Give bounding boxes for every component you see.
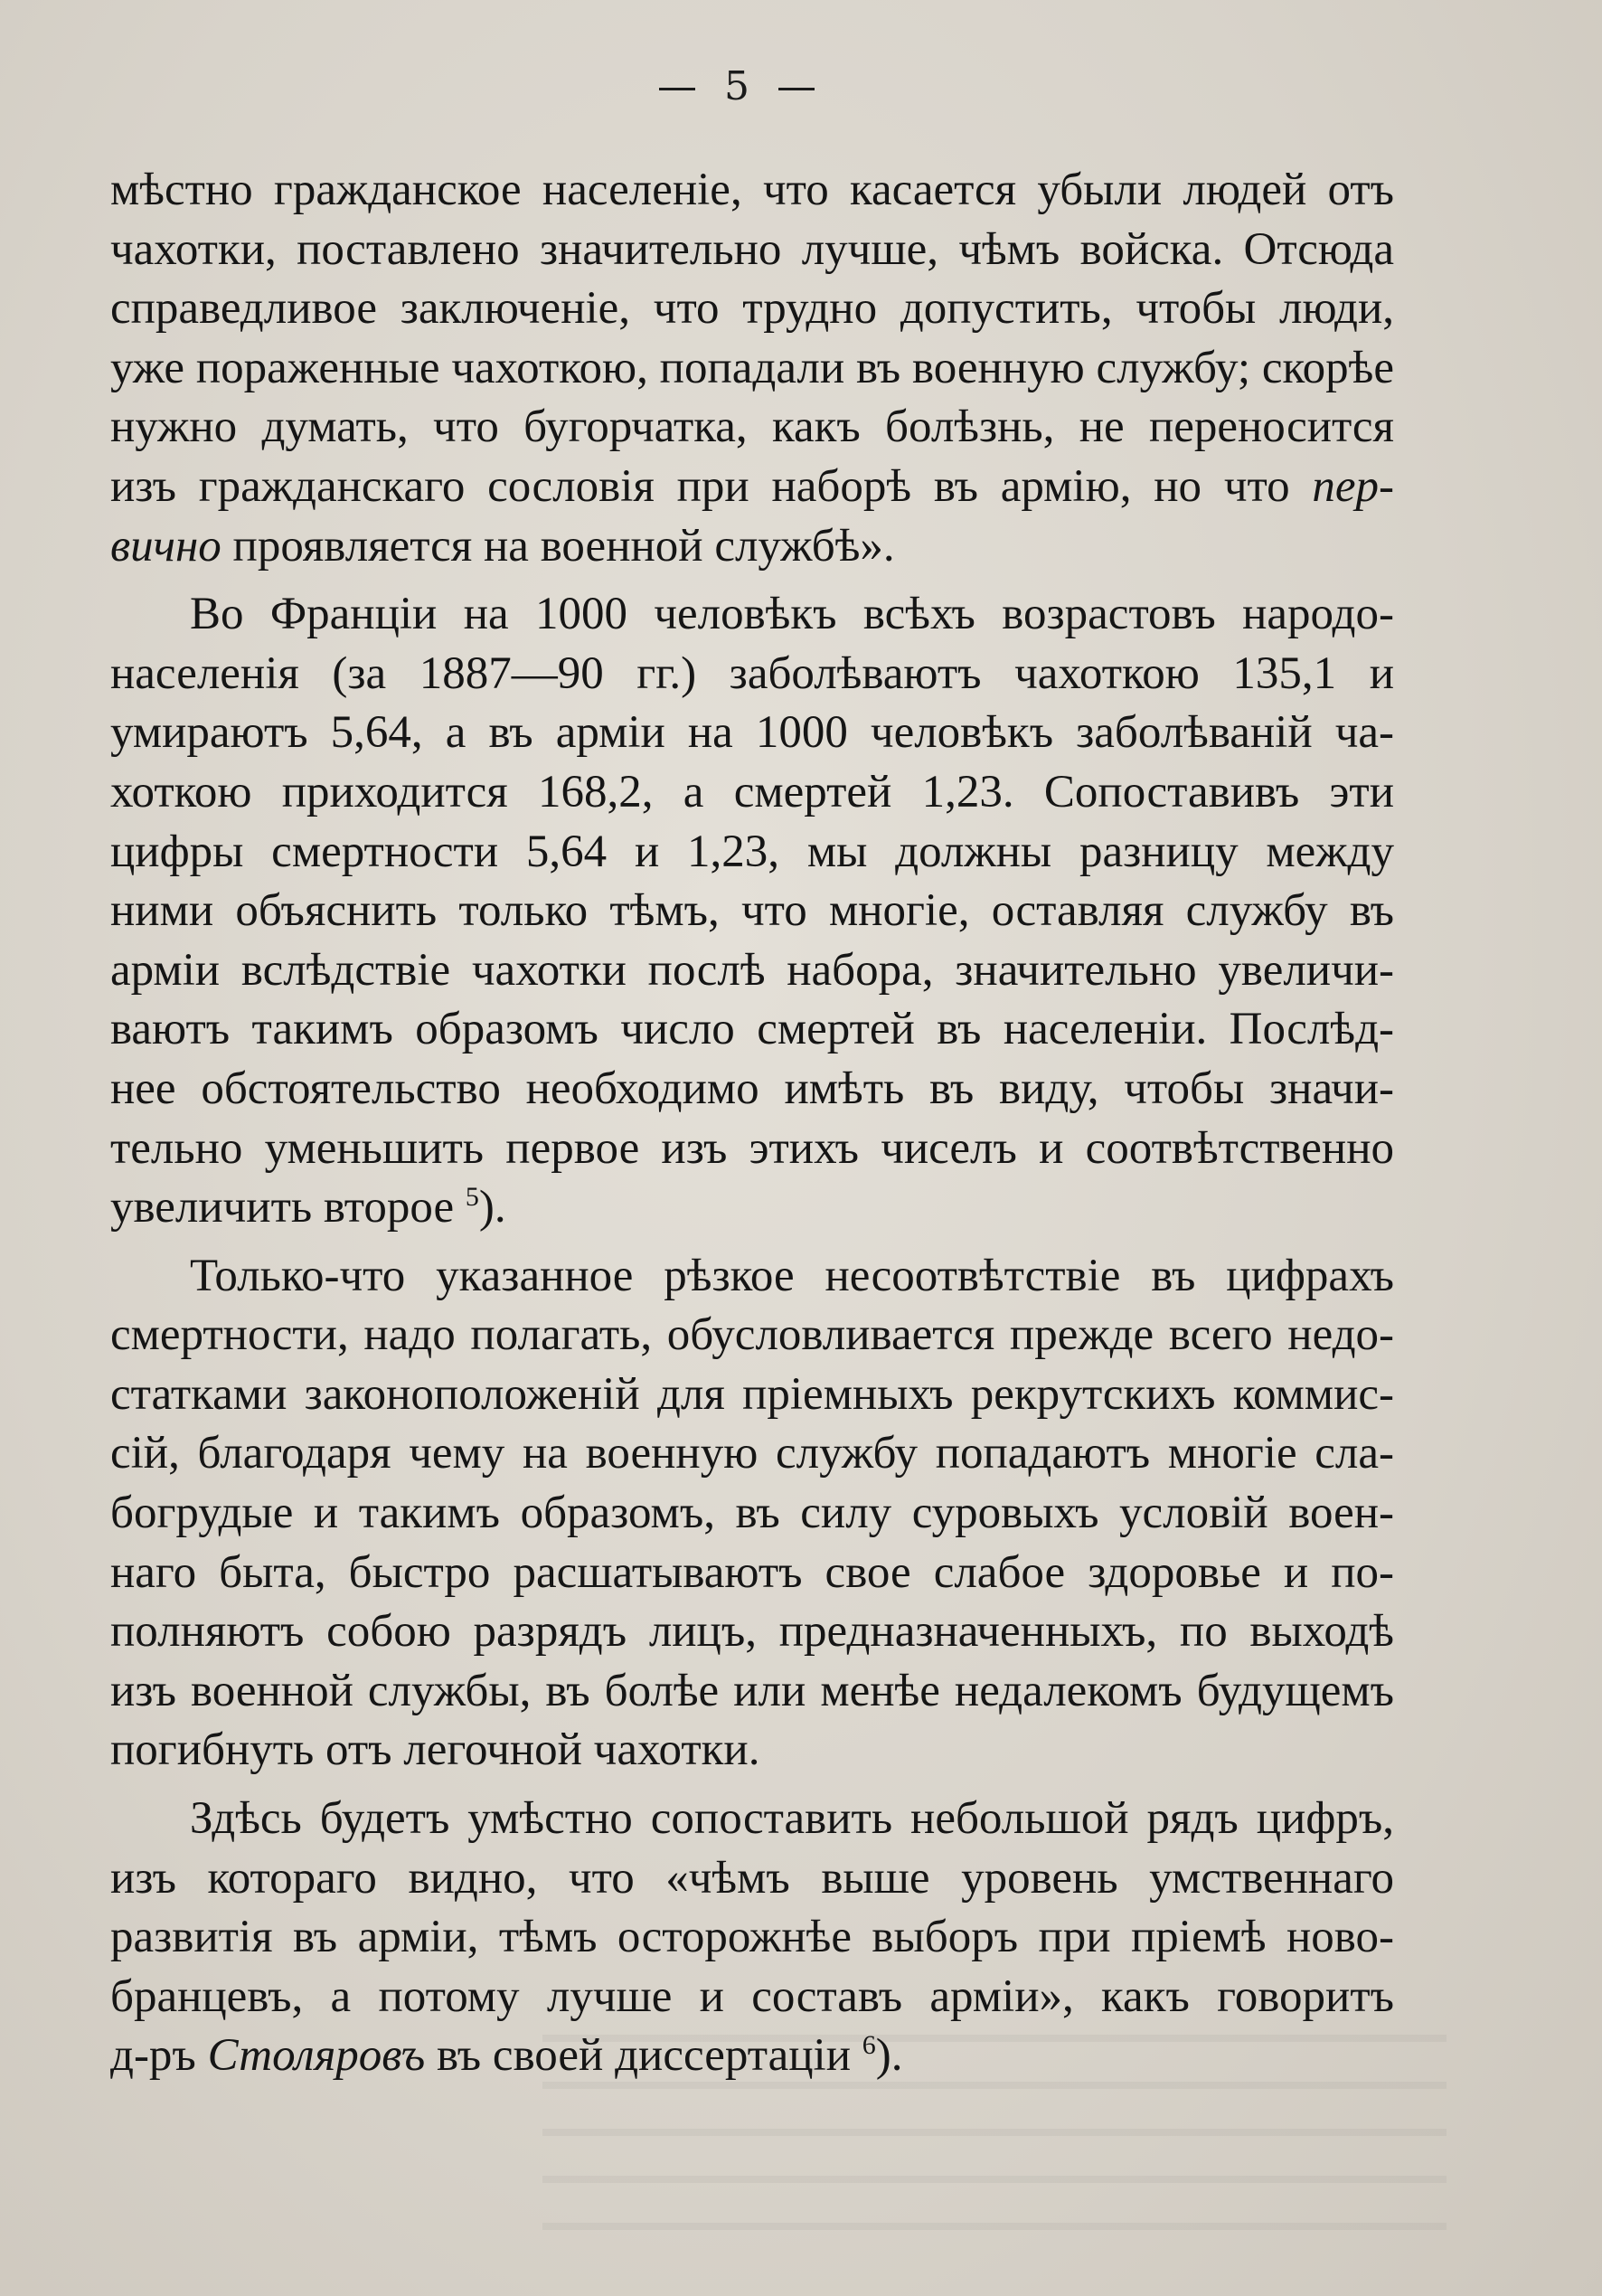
text-line — [110, 1000, 1394, 1060]
text-segment: въ своей диссертаціи — [425, 2030, 862, 2082]
text-segment: полняютъ собою разрядъ лицъ, предназначенныхъ, по выходѣ — [110, 1606, 1394, 1658]
text-line — [110, 2027, 1394, 2086]
text-segment: бранцевъ, а потому лучше и составъ арміи», какъ говоритъ — [110, 1970, 1394, 2022]
text-segment: нужно думать, что бугорчатка, какъ болѣзнь, не переносится — [110, 402, 1394, 453]
italic-text: вично — [110, 520, 221, 572]
text-segment: арміи вслѣдствіе чахотки послѣ набора, значительно увеличи- — [110, 944, 1394, 996]
paragraph — [110, 585, 1394, 1238]
text-segment: Только-что указанное рѣзкое несоотвѣтствіе въ цифрахъ — [190, 1250, 1394, 1301]
text-segment: населенія (за 1887—90 гг.) заболѣваютъ чахоткою 135,1 и — [110, 647, 1394, 699]
footnote-ref: 5 — [465, 1182, 479, 1213]
body-text — [110, 161, 1394, 2086]
text-segment: изъ котораго видно, что «чѣмъ выше уровень умственнаго — [110, 1852, 1394, 1904]
text-line — [110, 458, 1394, 517]
text-segment: чахотки, поставлено значительно лучше, чѣмъ войска. Отсюда — [110, 223, 1394, 275]
text-line — [110, 517, 1394, 577]
text-segment: д-ръ — [110, 2030, 208, 2082]
paragraph-gap — [110, 1238, 1394, 1247]
text-segment: ваютъ такимъ образомъ число смертей въ населеніи. Послѣд- — [110, 1004, 1394, 1055]
text-line — [110, 1968, 1394, 2027]
text-segment: смертности, надо полагать, обусловливается прежде всего недо- — [110, 1309, 1394, 1361]
text-line — [110, 1306, 1394, 1365]
text-line — [110, 645, 1394, 704]
text-segment: мѣстно гражданское населеніе, что касается убыли людей отъ — [110, 165, 1394, 215]
text-segment: нее обстоятельство необходимо имѣть въ виду, чтобы значи- — [110, 1063, 1394, 1114]
text-segment: проявляется на военной службѣ». — [221, 520, 895, 572]
paragraph — [110, 161, 1394, 576]
text-line — [110, 279, 1394, 339]
text-segment: уже пораженные чахоткою, попадали въ военную службу; скорѣе — [110, 342, 1394, 393]
text-segment: развитія въ арміи, тѣмъ осторожнѣе выборъ при пріемѣ ново- — [110, 1912, 1394, 1963]
text-line — [110, 1247, 1394, 1307]
paragraph-gap — [110, 1781, 1394, 1790]
paragraph — [110, 1790, 1394, 2086]
text-line — [110, 1721, 1394, 1781]
text-segment: цифры смертности 5,64 и 1,23, мы должны разницу между — [110, 826, 1394, 877]
text-line — [110, 1120, 1394, 1179]
text-line — [110, 941, 1394, 1001]
text-line — [110, 704, 1394, 763]
text-line — [110, 1662, 1394, 1722]
paragraph — [110, 1247, 1394, 1781]
text-line — [110, 221, 1394, 280]
text-segment: ). — [478, 1182, 506, 1233]
dash-right — [778, 88, 815, 90]
text-segment: Во Франціи на 1000 человѣкъ всѣхъ возрастовъ народо- — [190, 589, 1394, 640]
text-segment: ). — [875, 2030, 903, 2082]
text-segment: погибнуть отъ легочной чахотки. — [110, 1724, 760, 1776]
italic-text: пер- — [1312, 460, 1394, 512]
text-line — [110, 823, 1394, 883]
text-line — [110, 585, 1394, 645]
page-number: 5 — [724, 63, 749, 109]
text-line — [110, 1484, 1394, 1544]
text-line — [110, 1908, 1394, 1968]
text-segment: изъ гражданскаго сословія при наборѣ въ армію, но что — [110, 460, 1313, 512]
text-line — [110, 161, 1394, 221]
text-segment: хоткою приходится 168,2, а смертей 1,23. Сопоставивъ эти — [110, 766, 1394, 817]
text-segment: богрудые и такимъ образомъ, въ силу суровыхъ условій воен- — [110, 1488, 1394, 1539]
text-segment: статками законоположеній для пріемныхъ рекрутскихъ коммис- — [110, 1368, 1394, 1420]
text-line — [110, 1790, 1394, 1849]
text-segment: увеличить второе — [110, 1182, 466, 1233]
text-segment: наго быта, быстро расшатываютъ свое слабое здоровье и по- — [110, 1546, 1394, 1598]
text-line — [110, 1602, 1394, 1662]
text-segment: Здѣсь будетъ умѣстно сопоставить небольшой рядъ цифръ, — [190, 1793, 1394, 1845]
text-line — [110, 1849, 1394, 1909]
text-line — [110, 398, 1394, 458]
text-line — [110, 1365, 1394, 1425]
text-line — [110, 1178, 1394, 1238]
text-line — [110, 339, 1394, 399]
text-segment: умираютъ 5,64, а въ арміи на 1000 человѣкъ заболѣваній ча- — [110, 707, 1394, 759]
dash-left — [659, 88, 695, 90]
footnote-ref: 6 — [862, 2030, 876, 2061]
text-segment: тельно уменьшить первое изъ этихъ чиселъ и соотвѣтственно — [110, 1122, 1394, 1174]
text-line — [110, 763, 1394, 823]
text-line — [110, 882, 1394, 941]
text-segment: сій, благодаря чему на военную службу попадаютъ многіе сла- — [110, 1428, 1394, 1479]
text-segment: ними объяснить только тѣмъ, что многіе, оставляя службу въ — [110, 885, 1394, 937]
page-number-header — [0, 63, 1474, 109]
text-line — [110, 1424, 1394, 1484]
text-segment: справедливое заключеніе, что трудно допустить, чтобы люди, — [110, 283, 1394, 335]
paragraph-gap — [110, 576, 1394, 585]
text-line — [110, 1060, 1394, 1120]
italic-text: Столяровъ — [207, 2030, 426, 2082]
text-segment: изъ военной службы, въ болѣе или менѣе недалекомъ будущемъ — [110, 1665, 1394, 1716]
text-line — [110, 1544, 1394, 1603]
